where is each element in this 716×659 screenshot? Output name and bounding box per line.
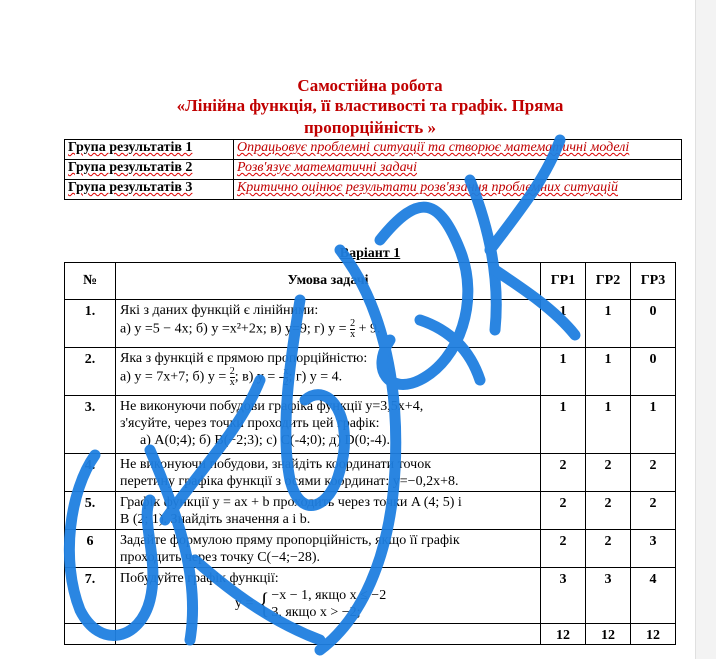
fraction-numerator: 2 (350, 318, 356, 329)
score-gr1: 1 (541, 348, 586, 396)
score-gr3: 2 (631, 454, 676, 492)
score-gr2: 2 (586, 454, 631, 492)
task-number: 2. (65, 348, 116, 396)
score-gr1: 2 (541, 454, 586, 492)
task-condition (116, 348, 541, 396)
condition-line: перетину графіка функції з осями координат: y=−0,2x+8. (120, 474, 459, 489)
group-name: Група результатів 2 (65, 160, 234, 180)
task-condition (116, 492, 541, 530)
score-gr1: 3 (541, 568, 586, 624)
condition-line: проходить через точку C(−4;−28). (120, 550, 321, 565)
score-gr2: 1 (586, 300, 631, 348)
total-gr1: 12 (541, 624, 586, 645)
formula-cases (271, 587, 386, 621)
table-row (65, 492, 676, 530)
task-condition (116, 530, 541, 568)
task-condition (116, 454, 541, 492)
score-gr2: 2 (586, 492, 631, 530)
page-subtitle-line1: «Лінійна функція, її властивості та графік. Пряма (176, 96, 564, 115)
score-gr1: 1 (541, 300, 586, 348)
table-row (65, 568, 676, 624)
score-gr2: 1 (586, 396, 631, 454)
group-row (65, 180, 682, 200)
header-gr2: ГР2 (586, 263, 631, 300)
table-header-row (65, 263, 676, 300)
task-number: 4. (65, 454, 116, 492)
header-condition: Умова задачі (116, 263, 541, 300)
totals-empty-cell (65, 624, 116, 645)
group-name: Група результатів 3 (65, 180, 234, 200)
results-groups-table (64, 139, 682, 200)
group-row (65, 140, 682, 160)
condition-line: а) A(0;4); б) B(−2;3); с) C(-4;0); д) D(0;-4). (140, 433, 390, 448)
score-gr1: 2 (541, 492, 586, 530)
fraction-denominator: x (350, 329, 356, 340)
score-gr1: 2 (541, 530, 586, 568)
score-gr3: 4 (631, 568, 676, 624)
table-row (65, 300, 676, 348)
page-title: Самостійна робота (297, 76, 443, 95)
fraction-numerator: x (283, 366, 289, 377)
page-subtitle-line2: пропорційність » (304, 118, 436, 137)
score-gr3: 2 (631, 492, 676, 530)
condition-line: Графік функції y = ax + b проходить через точки A (4; 5) і (120, 495, 462, 510)
task-number: 1. (65, 300, 116, 348)
tasks-table (64, 262, 676, 645)
total-gr2: 12 (586, 624, 631, 645)
table-row (65, 396, 676, 454)
formula-case: −x − 1, якщо x ≤ −2 (271, 588, 387, 603)
group-name: Група результатів 1 (65, 140, 234, 160)
vertical-scrollbar[interactable] (695, 0, 716, 659)
condition-text: ; г) y = 4. (288, 369, 343, 385)
task-condition (116, 300, 541, 348)
group-description: Критично оцінює результати розв'язання проблемних ситуацій (234, 180, 682, 200)
fraction-denominator: 2 (283, 377, 289, 388)
table-row (65, 454, 676, 492)
score-gr3: 3 (631, 530, 676, 568)
score-gr2: 1 (586, 348, 631, 396)
condition-text: + 9. (355, 321, 381, 337)
score-gr2: 3 (586, 568, 631, 624)
task-number: 3. (65, 396, 116, 454)
group-description: Опрацьовує проблемні ситуації та створює математичні моделі (234, 140, 682, 160)
header-gr1: ГР1 (541, 263, 586, 300)
condition-text: а) y =5 − 4x; б) y =x²+2x; в) y=9; г) y = (120, 321, 351, 337)
score-gr2: 2 (586, 530, 631, 568)
table-row (65, 348, 676, 396)
formula-lhs: y = (235, 596, 254, 612)
task-number: 5. (65, 492, 116, 530)
totals-row (65, 624, 676, 645)
piecewise-formula (120, 587, 537, 621)
condition-text: ; в) y = - (234, 369, 284, 385)
condition-line: Побудуйте графік функції: (120, 571, 279, 586)
task-condition (116, 396, 541, 454)
condition-line: Які з даних функцій є лінійними: (120, 303, 319, 318)
task-number: 7. (65, 568, 116, 624)
task-condition (116, 568, 541, 624)
brace-symbol: { (259, 587, 270, 620)
fraction-numerator: 2 (229, 366, 235, 377)
header-num: № (65, 263, 116, 300)
task-number: 6 (65, 530, 116, 568)
condition-line (120, 367, 537, 388)
condition-line: B (2; 1). Знайдіть значення a і b. (120, 512, 311, 527)
score-gr3: 1 (631, 396, 676, 454)
table-row (65, 530, 676, 568)
total-gr3: 12 (631, 624, 676, 645)
condition-line: Яка з функцій є прямою пропорційністю: (120, 351, 368, 366)
header-gr3: ГР3 (631, 263, 676, 300)
totals-empty-cell (116, 624, 541, 645)
condition-line: Не виконуючи побудови графіка функції y=3,5x+4, (120, 399, 424, 414)
condition-text: а) y = 7x+7; б) y = (120, 369, 230, 385)
variant-title: Варіант 1 (339, 246, 401, 261)
condition-line: Не виконуючи побудови, знайдіть координати точок (120, 457, 432, 472)
fraction-denominator: x (229, 377, 235, 388)
formula-case: 3, якщо x > −2; (271, 605, 361, 620)
condition-line (120, 319, 537, 340)
condition-line: Задайте формулою пряму пропорційність, якщо її графік (120, 533, 460, 548)
score-gr3: 0 (631, 348, 676, 396)
group-description: Розв'язує математичні задачі (234, 160, 682, 180)
condition-line: з'ясуйте, через точки проходить цей графік: (120, 416, 380, 431)
group-row (65, 160, 682, 180)
score-gr3: 0 (631, 300, 676, 348)
score-gr1: 1 (541, 396, 586, 454)
